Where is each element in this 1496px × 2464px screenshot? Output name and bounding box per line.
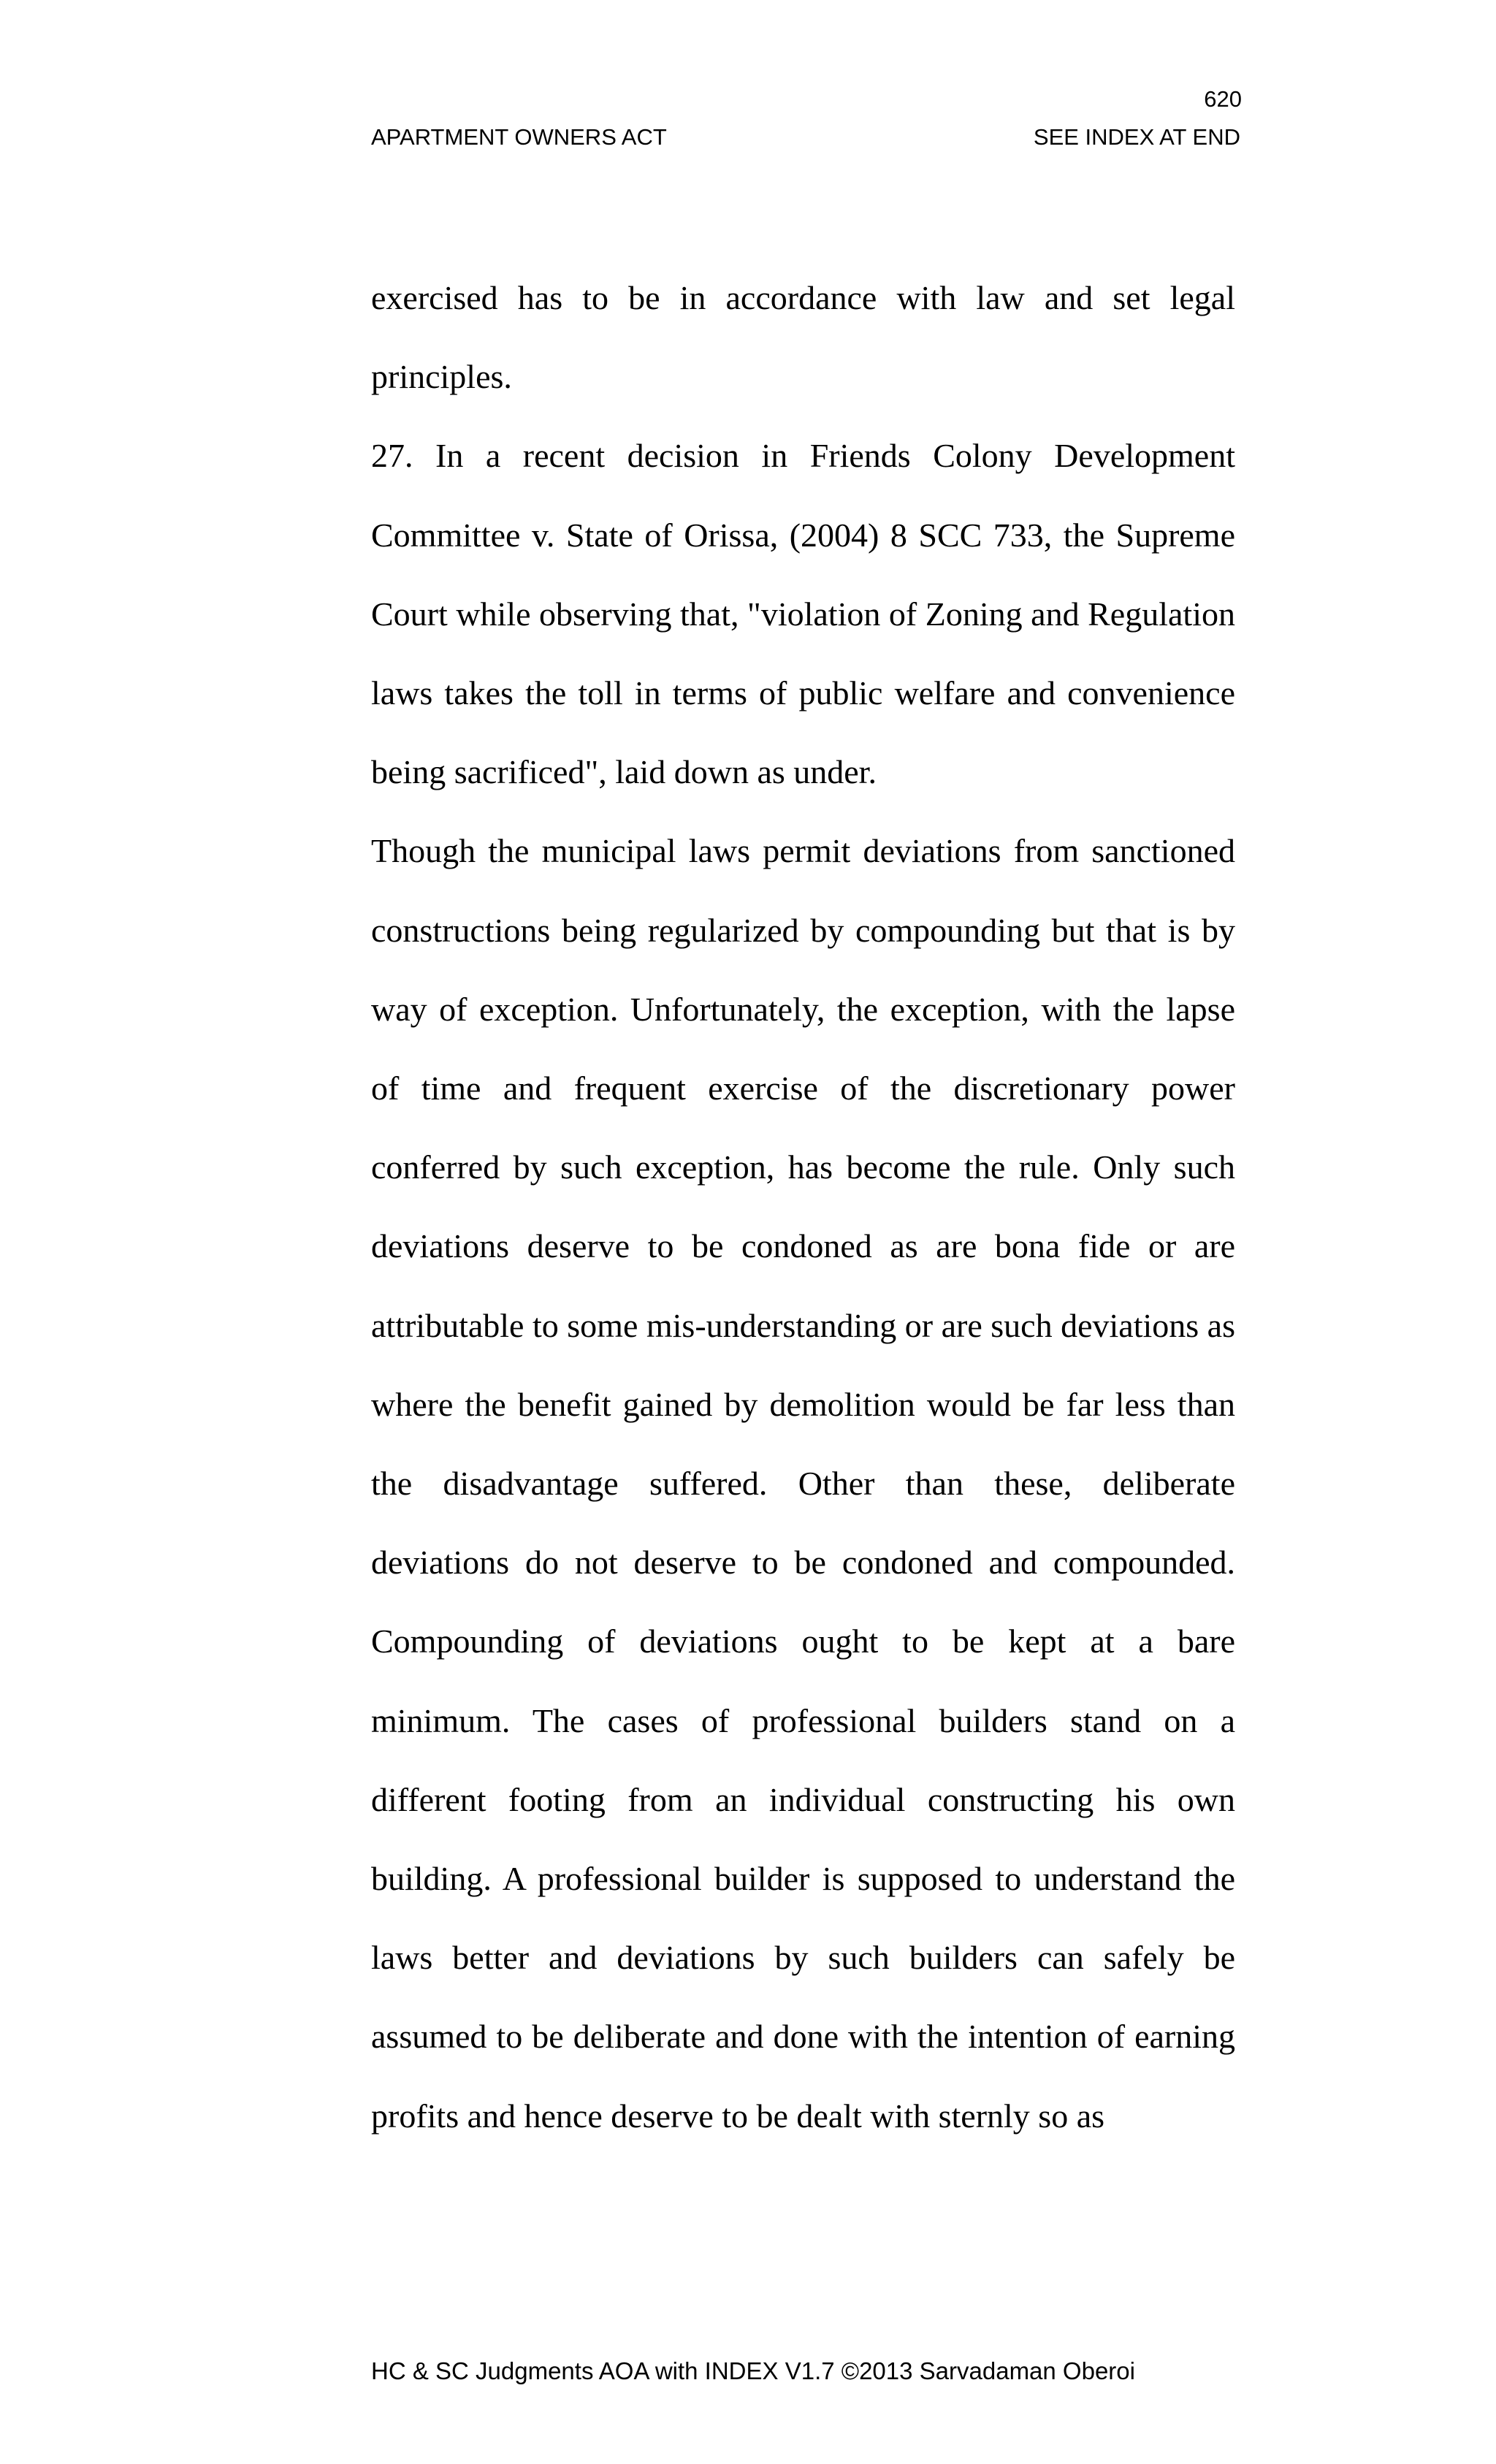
- document-body: [371, 259, 1235, 2156]
- body-paragraph: Though the municipal laws permit deviations from sanctioned constructions being regularized by compounding but that is by way of exception. Unfortunately, the exception, with the lapse of time and frequent exercise of the discretionary power conferred by such exception, has become the rule. Only such deviations deserve to be condoned as are bona fide or are attributable to some mis-understanding or are such deviations as where the benefit gained by demolition would be far less than the disadvantage suffered. Other than these, deliberate deviations do not deserve to be condoned and compounded. Compounding of deviations ought to be kept at a bare minimum. The cases of professional builders stand on a different footing from an individual constructing his own building. A professional builder is supposed to understand the laws better and deviations by such builders can safely be assumed to be deliberate and done with the intention of earning profits and hence deserve to be dealt with sternly so as: [371, 832, 1235, 2135]
- body-paragraph: 27. In a recent decision in Friends Colony Development Committee v. State of Orissa, (2004) 8 SCC 733, the Supreme Court while observing that, "violation of Zoning and Regulation laws takes the toll in terms of public welfare and convenience being sacrificed", laid down as under.: [371, 437, 1235, 791]
- page-number: 620: [1204, 86, 1242, 112]
- running-header-index-note: SEE INDEX AT END: [1033, 124, 1240, 150]
- body-paragraph: exercised has to be in accordance with law and set legal principles.: [371, 279, 1235, 396]
- running-header-title: APARTMENT OWNERS ACT: [371, 124, 667, 150]
- page-footer: HC & SC Judgments AOA with INDEX V1.7 ©2013 Sarvadaman Oberoi: [371, 2357, 1135, 2384]
